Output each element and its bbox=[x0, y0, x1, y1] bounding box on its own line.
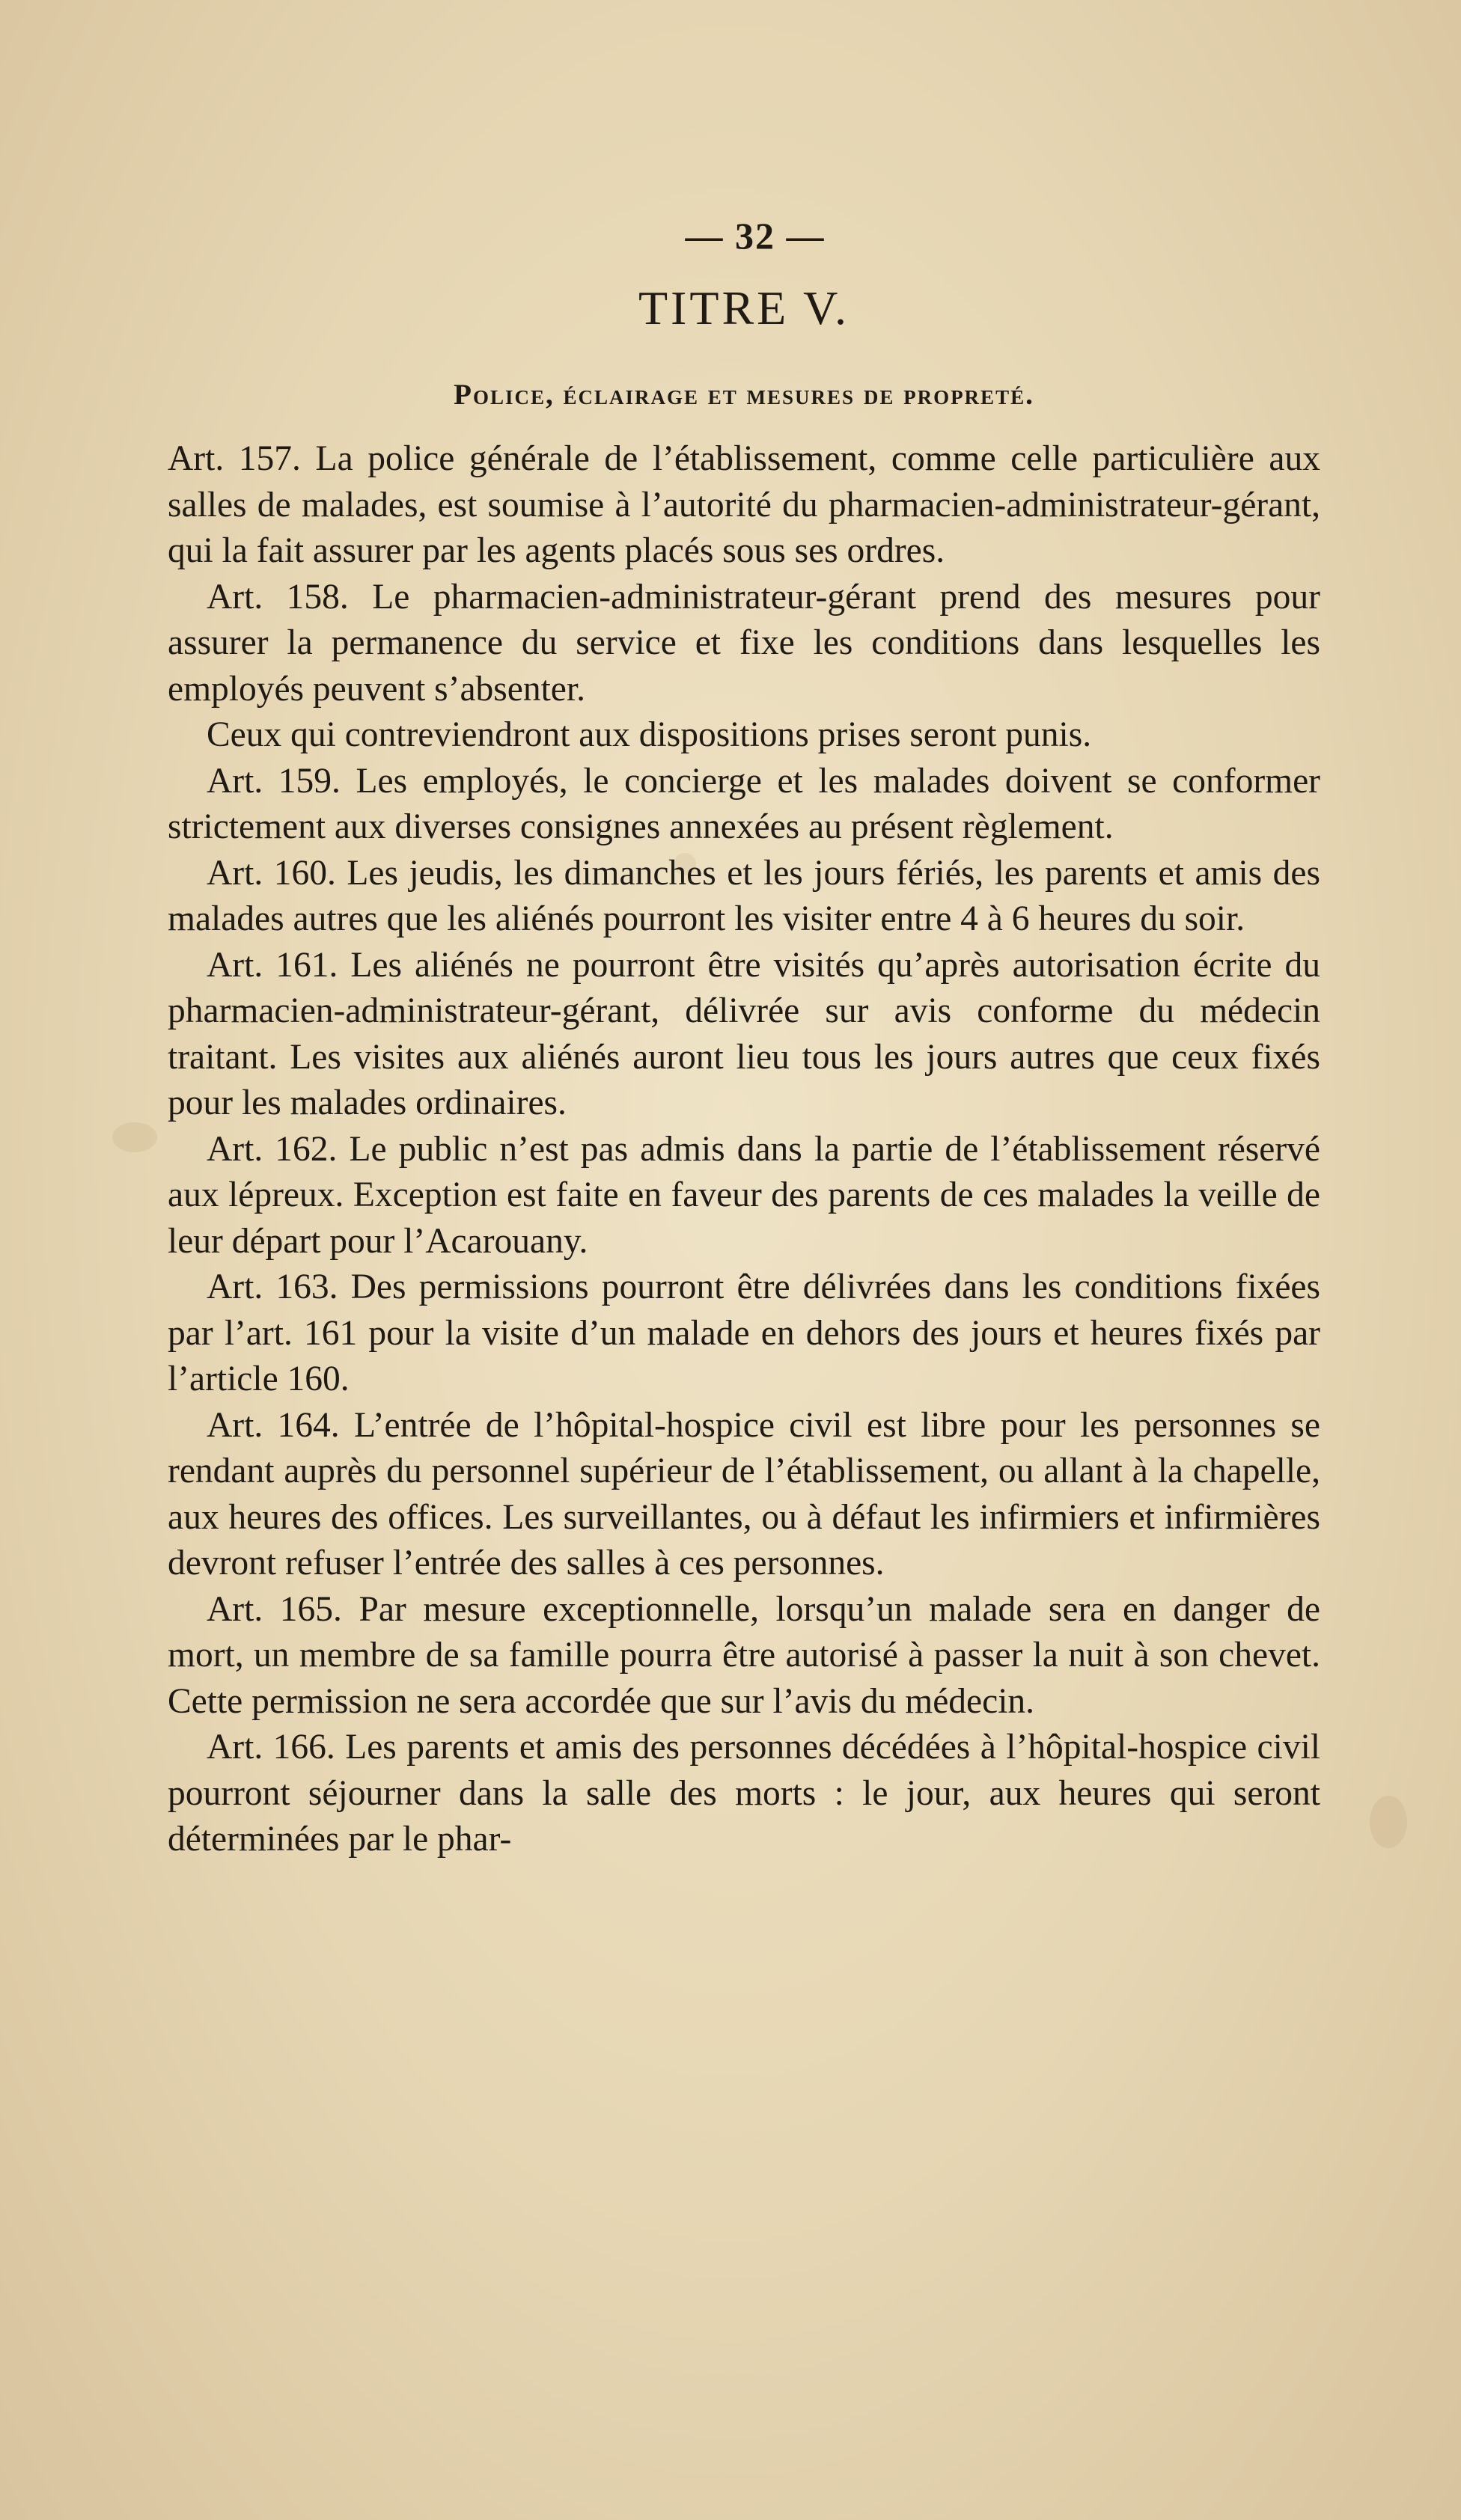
article-label: Art. 158. bbox=[207, 577, 349, 617]
article-paragraph bbox=[168, 759, 1320, 851]
article-text: La police générale de l’établissement, comme celle particulière aux salles de malades, est soumise à l’autorité du pharmacien-administrateur-gérant, qui la fait assurer par les agents placés sous ses ordres. bbox=[168, 439, 1320, 570]
paper-stain bbox=[1370, 1796, 1407, 1848]
article-text: Des permissions pourront être délivrées dans les conditions fixées par l’art. 161 pour la visite d’un malade en dehors des jours et heures fixés par l’article 160. bbox=[168, 1267, 1320, 1398]
article-label: Art. 161. bbox=[207, 945, 338, 985]
article-text: Les parents et amis des personnes décédées à l’hôpital-hospice civil pourront séjourner dans la salle des morts : le jour, aux heures qui seront déterminées par le phar- bbox=[168, 1728, 1320, 1859]
article-text: L’entrée de l’hôpital-hospice civil est libre pour les personnes se rendant auprès du personnel supérieur de l’établissement, ou allant à la chapelle, aux heures des offices. Les surveillantes, ou à défaut les infirmiers et infirmières devront refuser l’entrée des salles à ces personnes. bbox=[168, 1405, 1320, 1582]
article-text: Le public n’est pas admis dans la partie de l’établissement réservé aux lépreux. Exception est faite en faveur des parents de ces malades la veille de leur départ pour l’Acarouany. bbox=[168, 1129, 1320, 1261]
article-paragraph bbox=[168, 1587, 1320, 1725]
article-text: Les employés, le concierge et les malades doivent se conformer strictement aux diverses consignes annexées au présent règlement. bbox=[168, 761, 1320, 846]
article-text: Les aliénés ne pourront être visités qu’après autorisation écrite du pharmacien-administrateur-gérant, délivrée sur avis conforme du médecin traitant. Les visites aux aliénés auront lieu tous les jours autres que ceux fixés pour les malades ordinaires. bbox=[168, 945, 1320, 1122]
article-list bbox=[168, 436, 1320, 1863]
article-paragraph bbox=[168, 943, 1320, 1127]
page-content bbox=[168, 213, 1320, 1863]
article-label: Art. 163. bbox=[207, 1267, 338, 1306]
article-text: Les jeudis, les dimanches et les jours fériés, les parents et amis des malades autres que les aliénés pourront les visiter entre 4 à 6 heures du soir. bbox=[168, 853, 1320, 938]
article-paragraph bbox=[168, 436, 1320, 575]
chapter-subtitle: Police, éclairage et mesures de propreté. bbox=[454, 379, 1034, 411]
article-paragraph bbox=[168, 1264, 1320, 1403]
paper-stain bbox=[112, 1122, 157, 1152]
article-label: Art. 162. bbox=[207, 1129, 338, 1169]
article-label: Art. 159. bbox=[207, 761, 341, 801]
article-paragraph bbox=[168, 1127, 1320, 1265]
article-paragraph bbox=[168, 1725, 1320, 1863]
page-number: — 32 — bbox=[685, 215, 826, 257]
article-paragraph bbox=[168, 851, 1320, 943]
chapter-title: TITRE V. bbox=[638, 281, 850, 334]
article-label: Art. 160. bbox=[207, 853, 336, 893]
article-paragraph bbox=[168, 712, 1320, 759]
article-label: Art. 157. bbox=[168, 439, 301, 478]
article-text: Le pharmacien-administrateur-gérant prend des mesures pour assurer la permanence du service et fixe les conditions dans lesquelles les employés peuvent s’absenter. bbox=[168, 577, 1320, 709]
article-paragraph bbox=[168, 575, 1320, 713]
article-label: Art. 164. bbox=[207, 1405, 340, 1445]
article-paragraph bbox=[168, 1403, 1320, 1587]
article-label: Art. 165. bbox=[207, 1589, 342, 1629]
article-text: Par mesure exceptionnelle, lorsqu’un malade sera en danger de mort, un membre de sa famille pourra être autorisé à passer la nuit à son chevet. Cette permission ne sera accordée que sur l’avis du médecin. bbox=[168, 1589, 1320, 1721]
article-text: Ceux qui contreviendront aux dispositions prises seront punis. bbox=[207, 715, 1092, 754]
article-label: Art. 166. bbox=[207, 1728, 335, 1767]
